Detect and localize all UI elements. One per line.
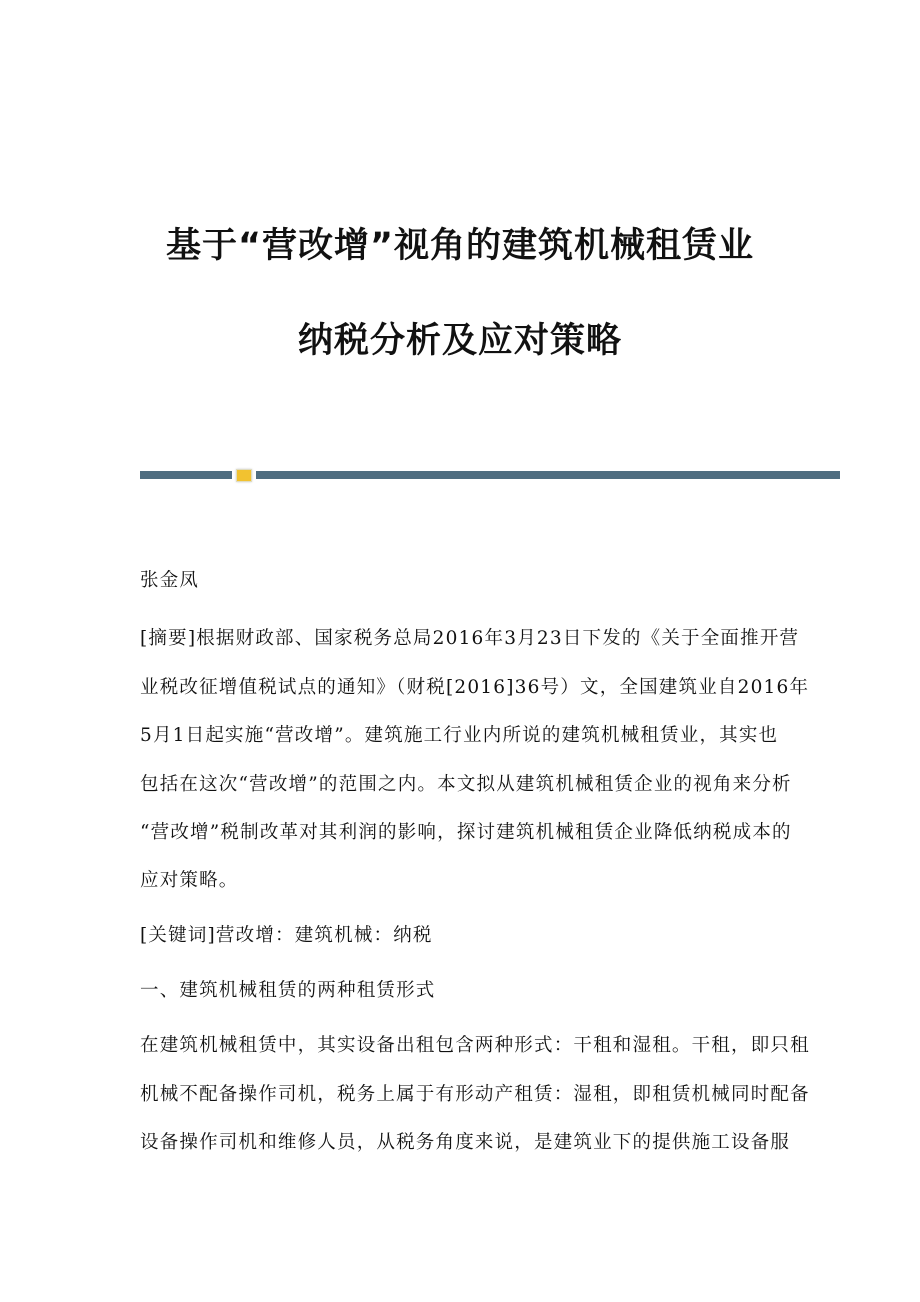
author: 张金凤	[140, 570, 200, 591]
document-title-line-2: 纳税分析及应对策略	[297, 321, 622, 361]
abstract-line: 业税改征增值税试点的通知》（财税[2016]36号）文，全国建筑业自2016年	[140, 677, 810, 698]
divider-bar-right	[256, 471, 840, 479]
abstract-line: 包括在这次“营改增”的范围之内。本文拟从建筑机械租赁企业的视角来分析	[140, 774, 792, 795]
body-line: 在建筑机械租赁中，其实设备出租包含两种形式：干租和湿租。干租，即只租	[140, 1035, 810, 1056]
body-line: 机械不配备操作司机，税务上属于有形动产租赁：湿租，即租赁机械同时配备	[140, 1084, 810, 1105]
abstract-line: 应对策略。	[140, 870, 239, 891]
abstract-line: “营改增”税制改革对其利润的影响，探讨建筑机械租赁企业降低纳税成本的	[140, 822, 792, 843]
document-title-line-1: 基于“营改增”视角的建筑机械租赁业	[165, 226, 754, 266]
abstract-line: [摘要]根据财政部、国家税务总局2016年3月23日下发的《关于全面推开营	[140, 628, 800, 649]
divider-bar-left	[140, 471, 232, 479]
divider-ornament-icon	[236, 469, 252, 482]
section-heading: 一、建筑机械租赁的两种租赁形式	[140, 980, 436, 1001]
abstract-line: 5月1日起实施“营改增”。建筑施工行业内所说的建筑机械租赁业，其实也	[140, 725, 779, 746]
body-line: 设备操作司机和维修人员，从税务角度来说，是建筑业下的提供施工设备服	[140, 1132, 791, 1153]
keywords: [关键词]营改增：建筑机械：纳税	[140, 925, 433, 946]
